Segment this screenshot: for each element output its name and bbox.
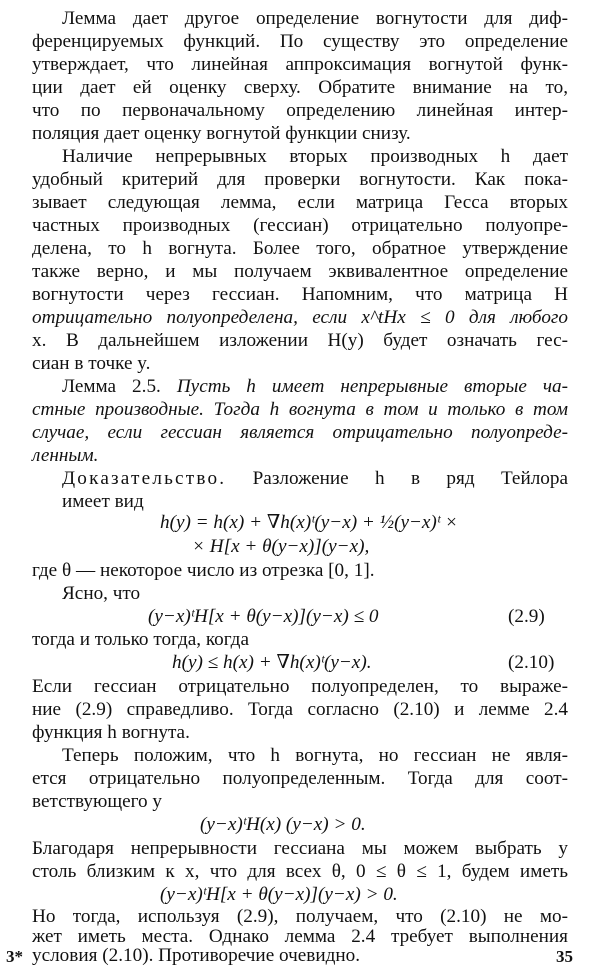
text-line: поляция дает оценку вогнутой функции снизу. bbox=[32, 123, 411, 144]
text-line: условия (2.10). Противоречие очевидно. bbox=[32, 945, 361, 966]
equation-number-2-9: (2.9) bbox=[508, 606, 545, 627]
lemma-text: Пусть h имеет непрерывные вторые ча- bbox=[176, 376, 568, 397]
text-line: ференцируемых функций. По существу это определение bbox=[32, 31, 568, 52]
text-line: жет иметь места. Однако лемма 2.4 требует выполнения bbox=[32, 926, 568, 947]
text-line: столь близким к x, что для всех θ, 0 ≤ θ ≤ 1, будем иметь bbox=[32, 861, 568, 882]
text-line: отрицательно полуопределена, если x^tHx ≤ 0 для любого bbox=[32, 307, 568, 328]
equation-hessian-theta-positive: (y−x)ᵗH[x + θ(y−x)](y−x) > 0. bbox=[160, 884, 398, 905]
lemma-text-line: ленным. bbox=[32, 445, 99, 466]
text-line: ется отрицательно полуопределенным. Тогда для соот- bbox=[32, 768, 568, 789]
equation-2-10: h(y) ≤ h(x) + ∇h(x)ᵗ(y−x). bbox=[172, 652, 372, 673]
equation-number-2-10: (2.10) bbox=[508, 652, 555, 673]
text-line: ции дает ей оценку сверху. Обратите внимание на то, bbox=[32, 77, 568, 98]
text-line: ветствующего y bbox=[32, 791, 162, 812]
text-line: удобный критерий для проверки вогнутости. Как пока- bbox=[32, 169, 568, 190]
text-line: Но тогда, используя (2.9), получаем, что (2.10) не мо- bbox=[32, 906, 568, 927]
equation-taylor-line-1: h(y) = h(x) + ∇h(x)ᵗ(y−x) + ½(y−x)ᵗ × bbox=[160, 512, 458, 533]
text-line: зывает следующая лемма, если матрица Гесса вторых bbox=[32, 192, 568, 213]
text-line: также верно, и мы получаем эквивалентное определение bbox=[32, 261, 568, 282]
proof-label: Доказательство. bbox=[62, 468, 227, 489]
proof-text: Разложение h в ряд Тейлора bbox=[252, 468, 568, 489]
equation-taylor-line-2: × H[x + θ(y−x)](y−x), bbox=[192, 536, 370, 557]
lemma-text-line: стные производные. Тогда h вогнута в том и только в том bbox=[32, 399, 568, 420]
signature-mark: 3* bbox=[6, 947, 23, 966]
text-line: Благодаря непрерывности гессиана мы можем выбрать y bbox=[32, 838, 568, 859]
text-line: ние (2.9) справедливо. Тогда согласно (2.10) и лемме 2.4 bbox=[32, 699, 568, 720]
equation-2-9: (y−x)ᵗH[x + θ(y−x)](y−x) ≤ 0 bbox=[148, 606, 379, 627]
lemma-heading-line bbox=[62, 376, 568, 399]
equation-hessian-positive: (y−x)ᵗH(x) (y−x) > 0. bbox=[200, 814, 366, 835]
text-line: что по первоначальному определению линейная интер- bbox=[32, 100, 568, 121]
text-line: Лемма дает другое определение вогнутости для диф- bbox=[62, 8, 568, 29]
text-line: x. В дальнейшем изложении H(y) будет означать гес- bbox=[32, 330, 568, 351]
text-line: Если гессиан отрицательно полуопределен, то выраже- bbox=[32, 676, 568, 697]
text-line: Наличие непрерывных вторых производных h дает bbox=[62, 146, 568, 167]
text-line: утверждает, что линейная аппроксимация вогнутой функ- bbox=[32, 54, 568, 75]
text-line: где θ — некоторое число из отрезка [0, 1]. bbox=[32, 560, 375, 581]
text-line: функция h вогнута. bbox=[32, 722, 190, 743]
text-line: Ясно, что bbox=[62, 583, 141, 604]
lemma-label: Лемма 2.5. bbox=[62, 376, 161, 397]
text-line: тогда и только тогда, когда bbox=[32, 629, 249, 650]
text-line: делена, то h вогнута. Более того, обратное утверждение bbox=[32, 238, 568, 259]
proof-heading-line bbox=[62, 468, 568, 491]
text-line: сиан в точке y. bbox=[32, 353, 151, 374]
text-line: частных производных (гессиан) отрицательно полуопре- bbox=[32, 215, 568, 236]
text-line: имеет вид bbox=[62, 491, 144, 512]
lemma-text-line: случае, если гессиан является отрицательно полуопреде- bbox=[32, 422, 568, 443]
text-line: вогнутости через гессиан. Напомним, что матрица H bbox=[32, 284, 568, 305]
text-line: Теперь положим, что h вогнута, но гессиан не явля- bbox=[62, 745, 568, 766]
page-number: 35 bbox=[556, 947, 573, 966]
